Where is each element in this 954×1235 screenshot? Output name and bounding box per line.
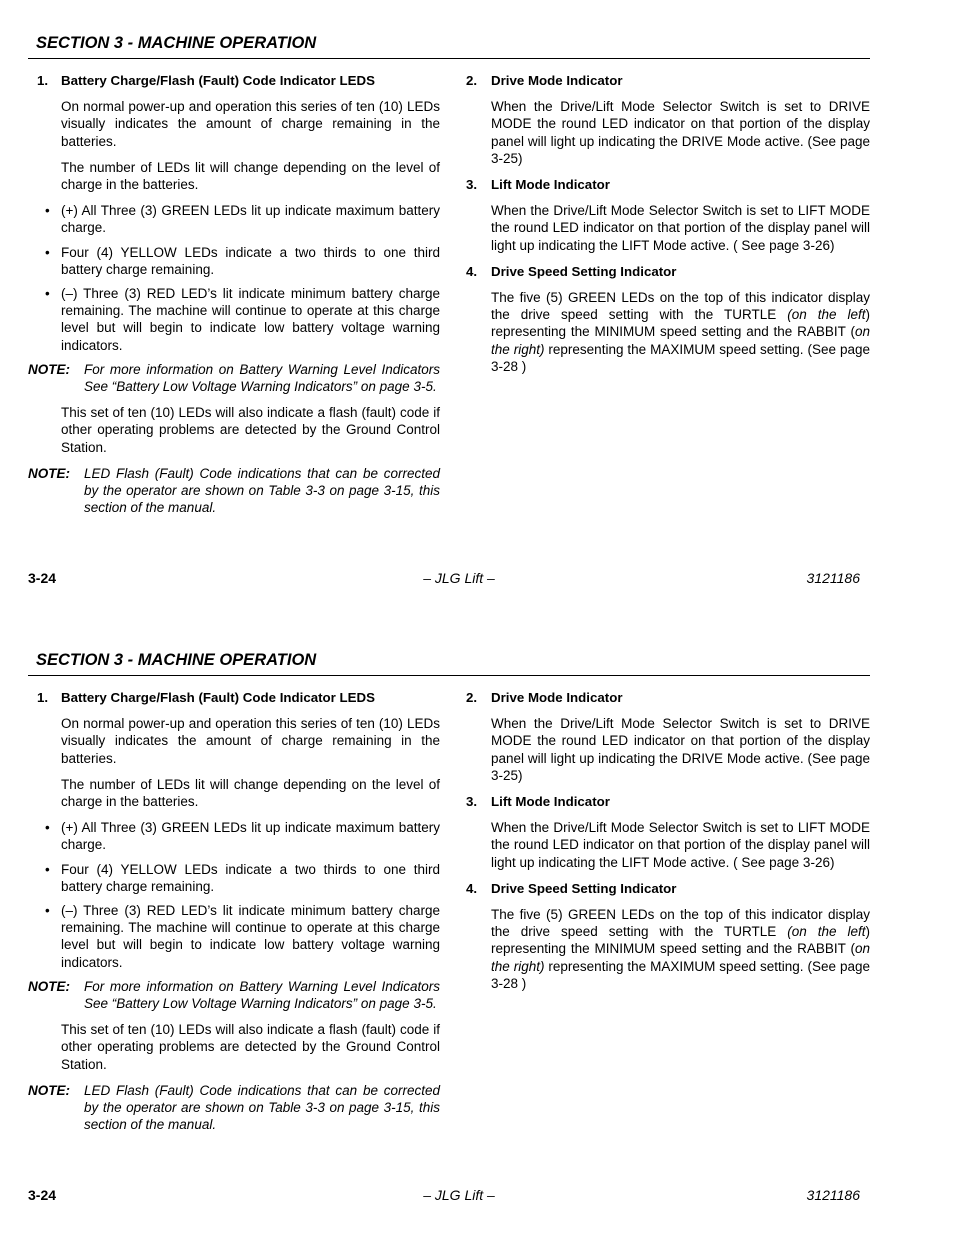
note-label: NOTE: <box>28 1082 70 1098</box>
footer-center-text: – JLG Lift – <box>423 570 495 586</box>
footer-center-text: – JLG Lift – <box>423 1187 495 1203</box>
item-number: 2. <box>466 73 478 88</box>
bullet-item <box>28 819 440 853</box>
bullet-text: Four (4) YELLOW LEDs indicate a two thirds to one third battery charge remaining. <box>61 244 440 277</box>
bullet-item <box>28 861 440 895</box>
paragraph: The number of LEDs lit will change depending on the level of charge in the batteries. <box>61 159 440 193</box>
footer-page-number: 3-24 <box>28 1187 57 1203</box>
page-lower <box>0 617 954 1234</box>
note-label: NOTE: <box>28 978 70 994</box>
item-title: Drive Mode Indicator <box>491 73 623 88</box>
header-rule <box>28 58 870 59</box>
paragraph-text: The five (5) GREEN LEDs on the top of this indicator display the drive speed setting with the TURTLE <box>491 907 870 940</box>
item-1-heading <box>28 72 440 89</box>
note <box>28 465 440 517</box>
page-upper <box>0 0 954 617</box>
bullet-icon: • <box>45 286 50 302</box>
bullet-icon: • <box>45 203 50 219</box>
item-2-heading <box>466 689 870 706</box>
item-number: 1. <box>37 690 49 705</box>
paragraph-text: representing the MAXIMUM speed setting. (See page 3-28 ) <box>491 341 870 374</box>
bullet-text: Four (4) YELLOW LEDs indicate a two thirds to one third battery charge remaining. <box>61 861 440 894</box>
bullet-text: (+) All Three (3) GREEN LEDs lit up indicate maximum battery charge. <box>61 203 440 236</box>
left-column <box>28 72 440 525</box>
paragraph: This set of ten (10) LEDs will also indicate a flash (fault) code if other operating problems are detected by the Ground Control Station. <box>61 405 440 455</box>
paragraph-text: ) representing the MINIMUM speed setting and the RABBIT ( <box>491 307 870 340</box>
item-title: Lift Mode Indicator <box>491 177 610 193</box>
paragraph-text: representing the MAXIMUM speed setting. (See page 3-28 ) <box>491 958 870 991</box>
note-text: LED Flash (Fault) Code indications that can be corrected by the operator are shown on Table 3-3 on page 3-15, this section of the manual. <box>84 465 440 516</box>
note-text: For more information on Battery Warning Level Indicators See “Battery Low Voltage Warning Indicators” on page 3-5. <box>84 361 440 395</box>
section-title: SECTION 3 - MACHINE OPERATION <box>36 34 317 52</box>
item-title: Drive Mode Indicator <box>491 690 623 705</box>
bullet-text: (+) All Three (3) GREEN LEDs lit up indicate maximum battery charge. <box>61 820 440 853</box>
paragraph-text: The five (5) GREEN LEDs on the top of this indicator display the drive speed setting with the TURTLE <box>491 290 870 323</box>
item-number: 4. <box>466 263 478 279</box>
paragraph-italic: on the right) <box>491 941 870 974</box>
note-text: LED Flash (Fault) Code indications that can be corrected by the operator are shown on Table 3-3 on page 3-15, this section of the manual. <box>84 1082 440 1133</box>
paragraph: When the Drive/Lift Mode Selector Switch is set to LIFT MODE the round LED indicator on that portion of the display panel will light up indicating the LIFT Mode active. ( See page 3-26) <box>491 203 870 253</box>
paragraph-italic: (on the left <box>787 307 866 323</box>
bullet-text: (–) Three (3) RED LED’s lit indicate minimum battery charge remaining. The machine will continue to operate at this charge level but will begin to indicate low battery voltage warning indicators. <box>61 903 440 970</box>
item-number: 3. <box>466 794 478 810</box>
bullet-item <box>28 244 440 278</box>
paragraph: The number of LEDs lit will change depending on the level of charge in the batteries. <box>61 776 440 810</box>
paragraph-italic: on the right) <box>491 324 870 357</box>
note <box>28 361 440 395</box>
bullet-text: (–) Three (3) RED LED’s lit indicate minimum battery charge remaining. The machine will continue to operate at this charge level but will begin to indicate low battery voltage warning indicators. <box>61 286 440 353</box>
bullet-item <box>28 285 440 354</box>
bullet-icon: • <box>45 903 50 919</box>
item-4-heading <box>466 880 870 897</box>
bullet-item <box>28 202 440 236</box>
item-title: Drive Speed Setting Indicator <box>491 880 677 896</box>
item-4-heading <box>466 263 870 280</box>
paragraph: On normal power-up and operation this series of ten (10) LEDs visually indicates the amount of charge remaining in the batteries. <box>61 716 440 766</box>
item-number: 2. <box>466 690 478 705</box>
bullet-icon: • <box>45 820 50 836</box>
item-1-heading <box>28 689 440 706</box>
note-label: NOTE: <box>28 465 70 481</box>
left-column <box>28 689 440 1142</box>
item-title: Lift Mode Indicator <box>491 794 610 810</box>
section-title: SECTION 3 - MACHINE OPERATION <box>36 651 317 669</box>
header-rule <box>28 675 870 676</box>
item-2-heading <box>466 72 870 89</box>
item-number: 1. <box>37 73 49 88</box>
footer-page-number: 3-24 <box>28 570 57 586</box>
bullet-item <box>28 902 440 971</box>
paragraph: When the Drive/Lift Mode Selector Switch is set to DRIVE MODE the round LED indicator on that portion of the display panel will light up indicating the DRIVE Mode active. (See page 3-25) <box>491 99 870 166</box>
right-column <box>466 689 870 1001</box>
paragraph <box>491 289 870 375</box>
bullet-icon: • <box>45 244 50 260</box>
item-title: Battery Charge/Flash (Fault) Code Indicator LEDS <box>61 690 375 705</box>
paragraph-text: ) representing the MINIMUM speed setting and the RABBIT ( <box>491 924 870 957</box>
note <box>28 978 440 1012</box>
note-text: For more information on Battery Warning Level Indicators See “Battery Low Voltage Warning Indicators” on page 3-5. <box>84 978 440 1012</box>
paragraph: When the Drive/Lift Mode Selector Switch is set to DRIVE MODE the round LED indicator on that portion of the display panel will light up indicating the DRIVE Mode active. (See page 3-25) <box>491 716 870 783</box>
right-column <box>466 72 870 384</box>
item-number: 4. <box>466 880 478 896</box>
item-3-heading <box>466 793 870 810</box>
item-3-heading <box>466 176 870 193</box>
note <box>28 1082 440 1134</box>
paragraph: On normal power-up and operation this series of ten (10) LEDs visually indicates the amount of charge remaining in the batteries. <box>61 99 440 149</box>
bullet-icon: • <box>45 861 50 877</box>
footer-doc-number: 3121186 <box>806 1187 860 1203</box>
paragraph: When the Drive/Lift Mode Selector Switch is set to LIFT MODE the round LED indicator on that portion of the display panel will light up indicating the LIFT Mode active. ( See page 3-26) <box>491 820 870 870</box>
item-title: Battery Charge/Flash (Fault) Code Indicator LEDS <box>61 73 375 88</box>
paragraph <box>491 906 870 992</box>
footer-doc-number: 3121186 <box>806 570 860 586</box>
item-title: Drive Speed Setting Indicator <box>491 263 677 279</box>
item-number: 3. <box>466 177 478 193</box>
paragraph-italic: (on the left <box>787 924 866 940</box>
note-label: NOTE: <box>28 361 70 377</box>
paragraph: This set of ten (10) LEDs will also indicate a flash (fault) code if other operating problems are detected by the Ground Control Station. <box>61 1022 440 1072</box>
